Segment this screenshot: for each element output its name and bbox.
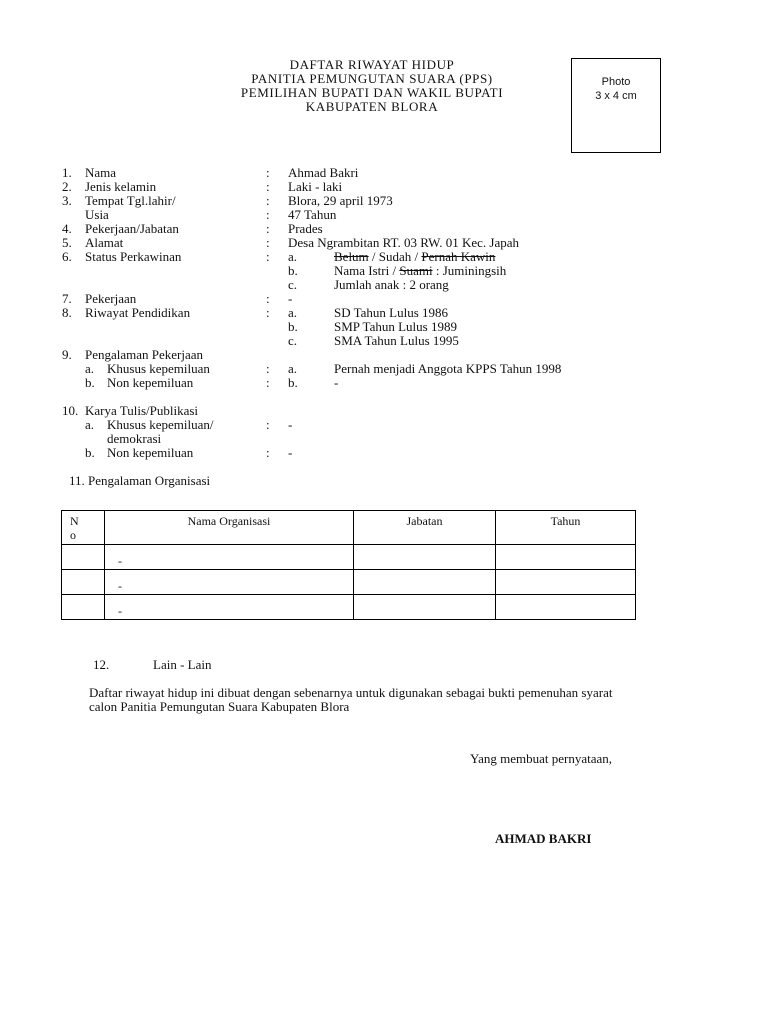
field-label-karya-tulis: Karya Tulis/Publikasi — [85, 403, 199, 418]
colon: : — [266, 235, 270, 250]
field-label-khusus-kepemiluan-demokrasi: Khusus kepemiluan/ — [107, 417, 214, 432]
sub-letter: b. — [85, 375, 95, 390]
table-row — [62, 570, 636, 595]
table-row — [62, 595, 636, 620]
field-label-khusus-kepemiluan: Khusus kepemiluan — [107, 361, 210, 376]
sub-letter: b. — [288, 375, 298, 390]
header-nama-organisasi: Nama Organisasi — [105, 511, 354, 545]
field-label-nama: Nama — [85, 165, 117, 180]
option-sudah: / Sudah / — [368, 249, 422, 264]
sub-letter: a. — [288, 361, 298, 376]
header-no-o: o — [70, 528, 76, 542]
field-label-pekerjaan-jabatan: Pekerjaan/Jabatan — [85, 221, 179, 236]
colon: : — [266, 361, 270, 376]
header-no — [62, 511, 105, 545]
doc-subtitle-election: PEMILIHAN BUPATI DAN WAKIL BUPATI — [240, 85, 504, 100]
photo-label: Photo — [601, 76, 631, 88]
doc-subtitle-pps: PANITIA PEMUNGUTAN SUARA (PPS) — [251, 71, 493, 86]
field-number: 7. — [62, 291, 72, 306]
field-number: 10. — [62, 403, 79, 418]
section-12-label: Lain - Lain — [153, 657, 212, 672]
field-number: 8. — [62, 305, 72, 320]
cell-nama: - — [105, 545, 354, 570]
field-number: 1. — [62, 165, 72, 180]
sub-letter: a. — [288, 305, 298, 320]
field-value-nama-istri — [334, 264, 506, 278]
table-row — [62, 545, 636, 570]
field-label-usia: Usia — [85, 207, 109, 222]
header-tahun: Tahun — [496, 511, 636, 545]
cell-jabatan — [354, 595, 496, 620]
field-label-jenis-kelamin: Jenis kelamin — [85, 179, 157, 194]
colon: : — [266, 445, 270, 460]
field-value-pekerjaan: - — [288, 291, 293, 306]
doc-title: DAFTAR RIWAYAT HIDUP — [289, 57, 455, 72]
cell-nama: - — [105, 570, 354, 595]
cell-tahun — [496, 570, 636, 595]
colon: : — [266, 193, 270, 208]
colon: : — [266, 207, 270, 222]
sub-letter: c. — [288, 333, 298, 348]
colon: : — [266, 221, 270, 236]
section-12-number: 12. — [93, 657, 110, 672]
field-label-karya-non-kepemiluan: Non kepemiluan — [107, 445, 194, 460]
field-value-pekerjaan-jabatan: Prades — [288, 221, 323, 236]
sub-letter: c. — [288, 277, 298, 292]
cell-tahun — [496, 545, 636, 570]
colon: : — [266, 305, 270, 320]
field-label-riwayat-pendidikan: Riwayat Pendidikan — [85, 305, 191, 320]
field-value-khusus-kepemiluan: Pernah menjadi Anggota KPPS Tahun 1998 — [334, 361, 562, 376]
photo-placeholder — [571, 58, 661, 153]
label-nama-istri: Nama Istri / — [334, 263, 400, 278]
cell-no — [62, 545, 105, 570]
sub-letter: b. — [288, 263, 298, 278]
field-number: 5. — [62, 235, 72, 250]
cell-tahun — [496, 595, 636, 620]
field-value-status — [334, 250, 495, 264]
struck-option-suami: Suami — [399, 263, 433, 278]
field-label-alamat: Alamat — [85, 235, 124, 250]
value-nama-istri: : Juminingsih — [432, 263, 507, 278]
section-11-title: 11. Pengalaman Organisasi — [69, 473, 211, 488]
field-label-tempat-tgl-lahir: Tempat Tgl.lahir/ — [85, 193, 176, 208]
field-label-status-perkawinan: Status Perkawinan — [85, 249, 182, 264]
statement-line-2: calon Panitia Pemungutan Suara Kabupaten Blora — [89, 699, 350, 714]
field-label-pengalaman-pekerjaan: Pengalaman Pekerjaan — [85, 347, 204, 362]
sub-letter: b. — [288, 319, 298, 334]
cell-no — [62, 570, 105, 595]
field-number: 2. — [62, 179, 72, 194]
colon: : — [266, 249, 270, 264]
education-smp: SMP Tahun Lulus 1989 — [334, 319, 457, 334]
education-sma: SMA Tahun Lulus 1995 — [334, 333, 459, 348]
field-value-alamat: Desa Ngrambitan RT. 03 RW. 01 Kec. Japah — [288, 235, 520, 250]
table-header-row — [62, 511, 636, 545]
cell-jabatan — [354, 570, 496, 595]
field-label-pekerjaan: Pekerjaan — [85, 291, 137, 306]
organization-table — [61, 510, 636, 620]
cell-no — [62, 595, 105, 620]
field-value-karya-khusus: - — [288, 417, 293, 432]
cell-nama: - — [105, 595, 354, 620]
field-value-jumlah-anak: Jumlah anak : 2 orang — [334, 277, 449, 292]
header-jabatan: Jabatan — [354, 511, 496, 545]
field-value-karya-non: - — [288, 445, 293, 460]
sub-letter: a. — [288, 249, 298, 264]
sub-letter: a. — [85, 361, 95, 376]
sub-letter: a. — [85, 417, 95, 432]
photo-size: 3 x 4 cm — [595, 90, 637, 102]
struck-option-pernah-kawin: Pernah Kawin — [421, 249, 496, 264]
field-label-non-kepemiluan: Non kepemiluan — [107, 375, 194, 390]
colon: : — [266, 375, 270, 390]
field-value-nama: Ahmad Bakri — [288, 165, 359, 180]
doc-subtitle-region: KABUPATEN BLORA — [305, 99, 439, 114]
cell-jabatan — [354, 545, 496, 570]
colon: : — [266, 179, 270, 194]
signature-name: AHMAD BAKRI — [495, 831, 592, 846]
colon: : — [266, 291, 270, 306]
education-sd: SD Tahun Lulus 1986 — [334, 305, 449, 320]
field-value-non-kepemiluan: - — [334, 375, 339, 390]
signature-label: Yang membuat pernyataan, — [470, 751, 613, 766]
sub-letter: b. — [85, 445, 95, 460]
field-label-demokrasi: demokrasi — [107, 431, 162, 446]
field-value-jenis-kelamin: Laki - laki — [288, 179, 343, 194]
statement-line-1: Daftar riwayat hidup ini dibuat dengan sebenarnya untuk digunakan sebagai bukti pemenuhan syarat — [89, 685, 613, 700]
field-value-tempat-tgl-lahir: Blora, 29 april 1973 — [288, 193, 393, 208]
colon: : — [266, 417, 270, 432]
field-number: 6. — [62, 249, 72, 264]
struck-option-belum: Belum — [334, 249, 369, 264]
field-number: 4. — [62, 221, 72, 236]
field-number: 9. — [62, 347, 72, 362]
colon: : — [266, 165, 270, 180]
field-value-usia: 47 Tahun — [288, 207, 337, 222]
field-number: 3. — [62, 193, 72, 208]
header-no-n: N — [70, 514, 79, 528]
